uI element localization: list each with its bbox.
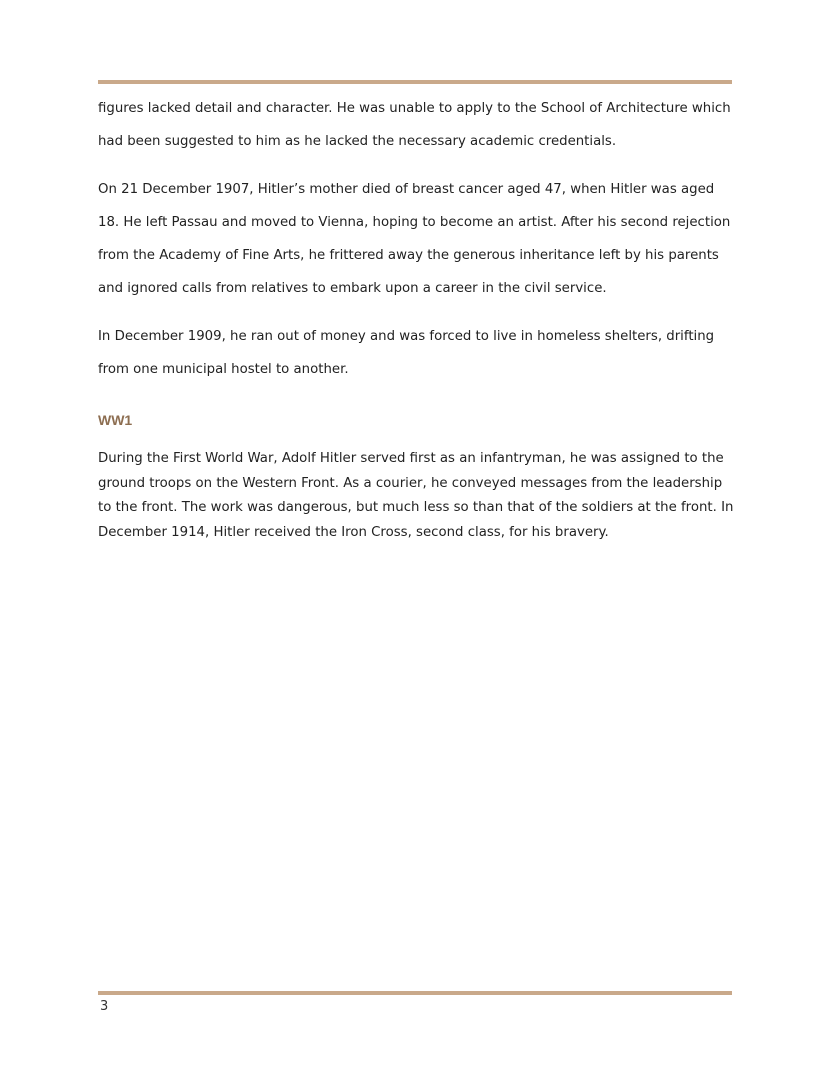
body-paragraph-2: On 21 December 1907, Hitler’s mother died of breast cancer aged 47, when Hitler was aged 18. He left Passau and moved to Vienna, hoping to become an artist. After his second rejection from the Academy of Fine Arts, he frittered away the generous inheritance left by his parents and ignored calls from relatives to embark upon a career in the civil service. bbox=[98, 182, 731, 296]
body-paragraph-1: figures lacked detail and character. He was unable to apply to the School of Architecture which had been suggested to him as he lacked the necessary academic credentials. bbox=[98, 101, 731, 149]
section-paragraph-ww1: During the First World War, Adolf Hitler served first as an infantryman, he was assigned to the ground troops on the Western Front. As a courier, he conveyed messages from the leadership to the front. The work was dangerous, but much less so than that of the soldiers at the front. In December 1914, Hitler received the Iron Cross, second class, for his bravery. bbox=[98, 451, 734, 540]
header-rule bbox=[98, 80, 732, 84]
page-number: 3 bbox=[100, 999, 109, 1014]
section-heading-ww1: WW1 bbox=[98, 412, 133, 428]
body-paragraph-3: In December 1909, he ran out of money and was forced to live in homeless shelters, drifting from one municipal hostel to another. bbox=[98, 329, 715, 377]
footer-rule bbox=[98, 991, 732, 995]
document-body bbox=[98, 92, 738, 545]
